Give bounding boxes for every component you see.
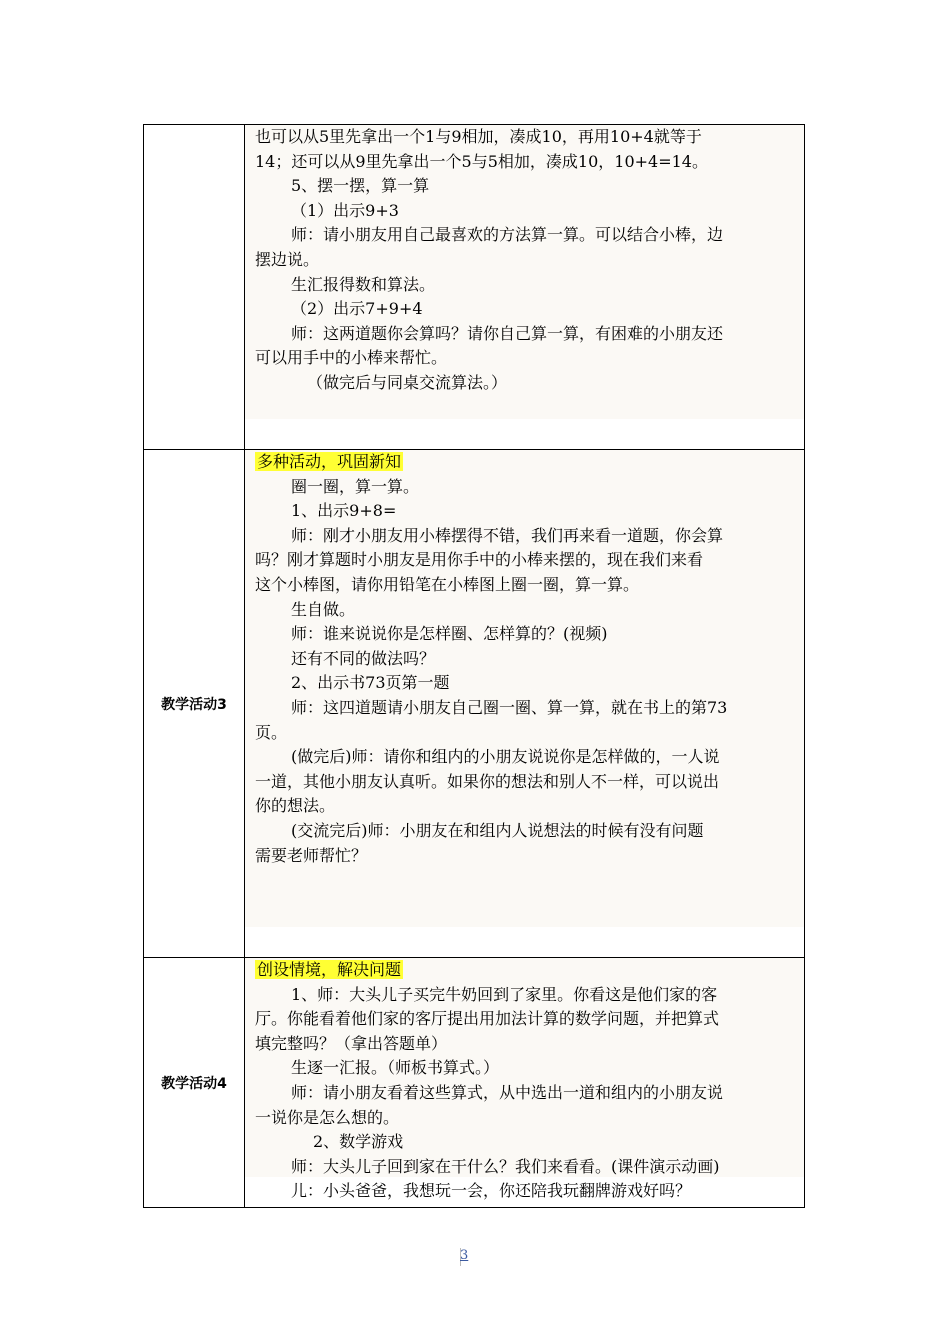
section-label: 教学活动4 (144, 958, 245, 1208)
paragraph-line: (交流完后)师：小朋友在和组内人说想法的时候有没有问题 (291, 820, 704, 840)
paragraph-line: 1、师：大头儿子买完牛奶回到了家里。你看这是他们家的客 (291, 984, 718, 1004)
paragraph-line: 可以用手中的小棒来帮忙。 (255, 348, 448, 368)
section-content (245, 125, 805, 450)
table-row (144, 125, 805, 450)
paragraph-line: 师：请小朋友用自己最喜欢的方法算一算。可以结合小棒，边 (291, 225, 724, 245)
table-row (144, 450, 805, 958)
paragraph-line: 需要老师帮忙？ (255, 845, 368, 865)
paragraph-line: 一说你是怎么想的。 (255, 1107, 400, 1127)
paragraph-line: （做完后与同桌交流算法。） (307, 372, 508, 392)
paragraph-line: 页。 (255, 722, 288, 742)
page-number[interactable]: 3 (460, 1248, 469, 1263)
paragraph-line: (做完后)师：请你和组内的小朋友说说你是怎样做的，一人说 (291, 747, 720, 767)
paragraph-line: （1）出示9+3 (291, 200, 399, 220)
paragraph-line: 儿：小头爸爸，我想玩一会，你还陪我玩翻牌游戏好吗？ (291, 1181, 692, 1201)
paragraph-line: 这个小棒图，请你用铅笔在小棒图上圈一圈，算一算。 (255, 574, 640, 594)
paragraph-line: 师：谁来说说你是怎样圈、怎样算的？(视频) (291, 624, 608, 644)
section-content (245, 450, 805, 958)
paragraph-line: 摆边说。 (255, 249, 320, 269)
paragraph-line: 一道，其他小朋友认真听。如果你的想法和别人不一样，可以说出 (255, 771, 720, 791)
paragraph-line: 生汇报得数和算法。 (291, 274, 436, 294)
paragraph-line: （2）出示7+9+4 (291, 299, 423, 319)
paragraph-line: 吗？刚才算题时小朋友是用你手中的小棒来摆的，现在我们来看 (255, 550, 704, 570)
paragraph-line: 厅。你能看着他们家的客厅提出用加法计算的数学问题，并把算式 (255, 1009, 720, 1029)
paragraph-line: 14；还可以从9里先拿出一个5与5相加，凑成10，10+4=14。 (255, 151, 708, 171)
paragraph-line: 师：大头儿子回到家在干什么？我们来看看。(课件演示动画) (291, 1156, 720, 1176)
paragraph-line: 还有不同的做法吗？ (291, 648, 436, 668)
section-heading (255, 450, 796, 475)
paragraph-line: 师：请小朋友看着这些算式，从中选出一道和组内的小朋友说 (291, 1082, 724, 1102)
paragraph-line: 填完整吗？（拿出答题单） (255, 1033, 448, 1053)
paragraph-line: 圈一圈，算一算。 (291, 476, 420, 496)
section-heading (255, 958, 796, 983)
section-label: 教学活动3 (144, 450, 245, 958)
lesson-plan-table (143, 124, 805, 1208)
paragraph-line: 1、出示9+8= (291, 501, 397, 521)
paragraph-line: 师：这四道题请小朋友自己圈一圈、算一算，就在书上的第73 (291, 697, 728, 717)
table-row (144, 958, 805, 1208)
paragraph-line: 2、数学游戏 (313, 1132, 404, 1152)
section-heading-text: 创设情境，解决问题 (257, 960, 402, 979)
paragraph-line: 5、摆一摆，算一算 (291, 176, 430, 196)
section-heading-text: 多种活动，巩固新知 (257, 452, 402, 471)
paragraph-line: 师：这两道题你会算吗？请你自己算一算，有困难的小朋友还 (291, 323, 724, 343)
paragraph-line: 你的想法。 (255, 796, 336, 816)
section-label (144, 125, 245, 450)
section-content (245, 958, 805, 1208)
paragraph-line: 生逐一汇报。（师板书算式。） (291, 1058, 500, 1078)
paragraph-line: 生自做。 (291, 599, 356, 619)
paragraph-line: 2、出示书73页第一题 (291, 673, 450, 693)
paragraph-line: 师：刚才小朋友用小棒摆得不错，我们再来看一道题，你会算 (291, 525, 724, 545)
paragraph-line: 也可以从5里先拿出一个1与9相加，凑成10，再用10+4就等于 (255, 127, 702, 146)
